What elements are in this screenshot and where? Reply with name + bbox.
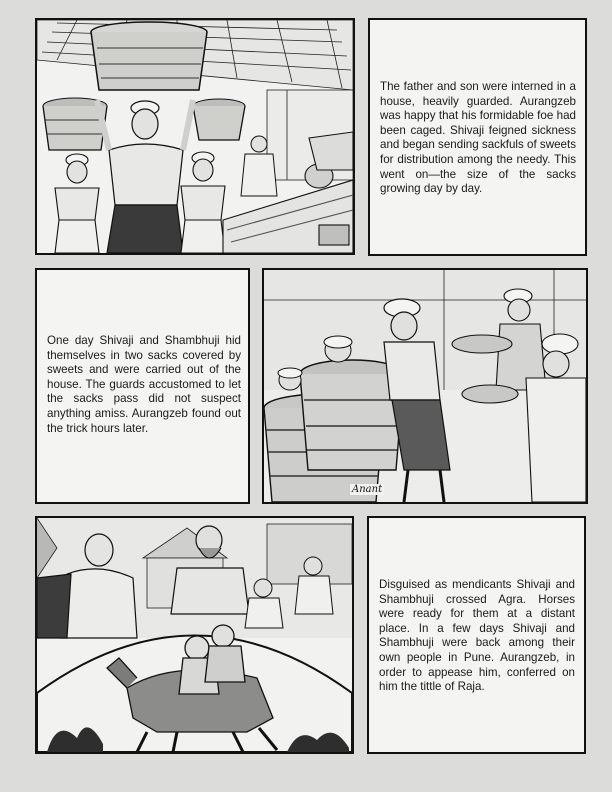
- left-porter: [55, 154, 99, 253]
- central-porter: [97, 100, 193, 253]
- illustration-shivaji-in-sacks: [262, 268, 588, 504]
- caption-text-1: The father and son were interned in a house, heavily guarded. Aurangzeb was happy that his formidable foe had been caged. Shivaji feigned sickness and began sending sackfuls of sweets for distribution among the needy. This went on—the size of the sacks growing day by day.: [380, 80, 576, 196]
- illustration-porters-with-baskets: [35, 18, 355, 255]
- caption-box-1: [368, 18, 587, 256]
- caption-text-2: One day Shivaji and Shambhuji hid themselves in two sacks covered by sweets and were carried out of the house. The guards accustomed to let the sacks pass did not suspect anything amiss. Aurangzeb found out the trick hours later.: [47, 334, 241, 435]
- right-basket: [193, 99, 245, 140]
- illustration-escape-on-horseback: [35, 516, 354, 754]
- large-basket: [91, 22, 207, 90]
- caption-box-2: [35, 268, 250, 504]
- caption-text-3: Disguised as mendicants Shivaji and Shambhuji crossed Agra. Horses were ready for them at a distant place. In a few days Shivaji and Shambhuji were back among their own people in Pune. Aurangzeb, in order to appease him, conferred on him the tittle of Raja.: [379, 578, 575, 694]
- sacks-scene: [264, 270, 586, 502]
- escape-scene: [37, 518, 352, 752]
- caption-box-3: [367, 516, 586, 754]
- porters-scene: [37, 20, 353, 253]
- artist-signature: Anant: [352, 484, 383, 495]
- right-porter: [181, 152, 225, 253]
